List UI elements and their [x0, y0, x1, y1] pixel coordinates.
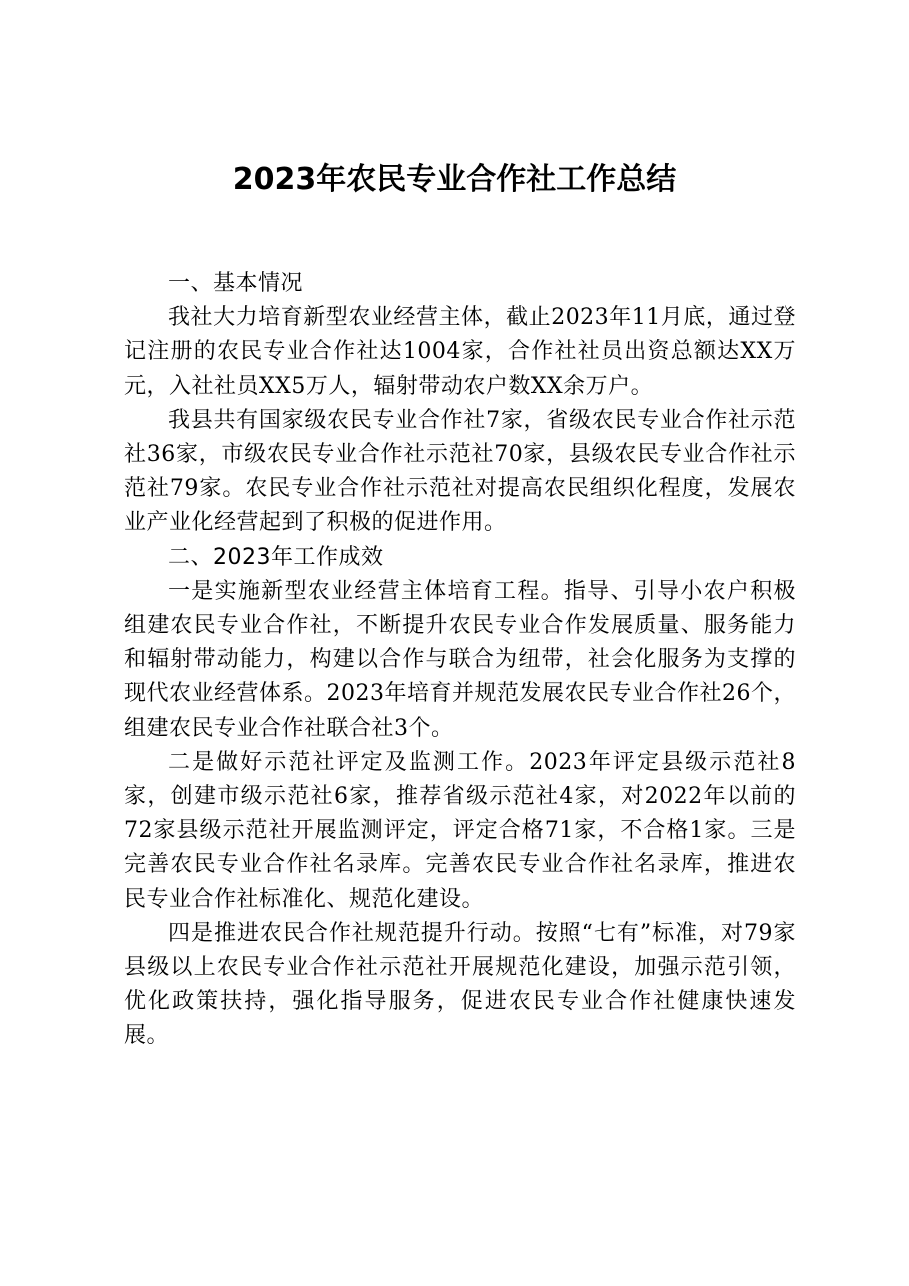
paragraph: 一是实施新型农业经营主体培育工程。指导、引导小农户积极组建农民专业合作社，不断提升农民专业合作发展质量、服务能力和辐射带动能力，构建以合作与联合为纽带，社会化服务为支撑的现代农业经营体系。2023年培育并规范发展农民专业合作社26个，组建农民专业合作社联合社3个。 [124, 578, 797, 741]
paragraph: 我县共有国家级农民专业合作社7家，省级农民专业合作社示范社36家，市级农民专业合作社示范社70家，县级农民专业合作社示范社79家。农民专业合作社示范社对提高农民组织化程度，发展农业产业化经营起到了积极的促进作用。 [124, 407, 796, 536]
section-heading-achievements: 二、2023年工作成效 [168, 544, 384, 570]
document-title: 2023年农民专业合作社工作总结 [232, 162, 677, 197]
paragraph: 二是做好示范社评定及监测工作。2023年评定县级示范社8家，创建市级示范社6家，推荐省级示范社4家，对2022年以前的72家县级示范社开展监测评定，评定合格71家，不合格1家。三是完善农民专业合作社名录库。完善农民专业合作社名录库，推进农民专业合作社标准化、规范化建设。 [124, 749, 796, 912]
paragraph: 四是推进农民合作社规范提升行动。按照“七有”标准，对79家县级以上农民专业合作社示范社开展规范化建设，加强示范引领，优化政策扶持，强化指导服务，促进农民专业合作社健康快速发展。 [124, 920, 796, 1049]
paragraph: 我社大力培育新型农业经营主体，截止2023年11月底，通过登记注册的农民专业合作社达1004家，合作社社员出资总额达XX万元，入社社员XX5万人，辐射带动农户数XX余万户。 [124, 305, 796, 399]
document-body [124, 267, 796, 1054]
section-heading-basic: 一、基本情况 [168, 271, 304, 296]
